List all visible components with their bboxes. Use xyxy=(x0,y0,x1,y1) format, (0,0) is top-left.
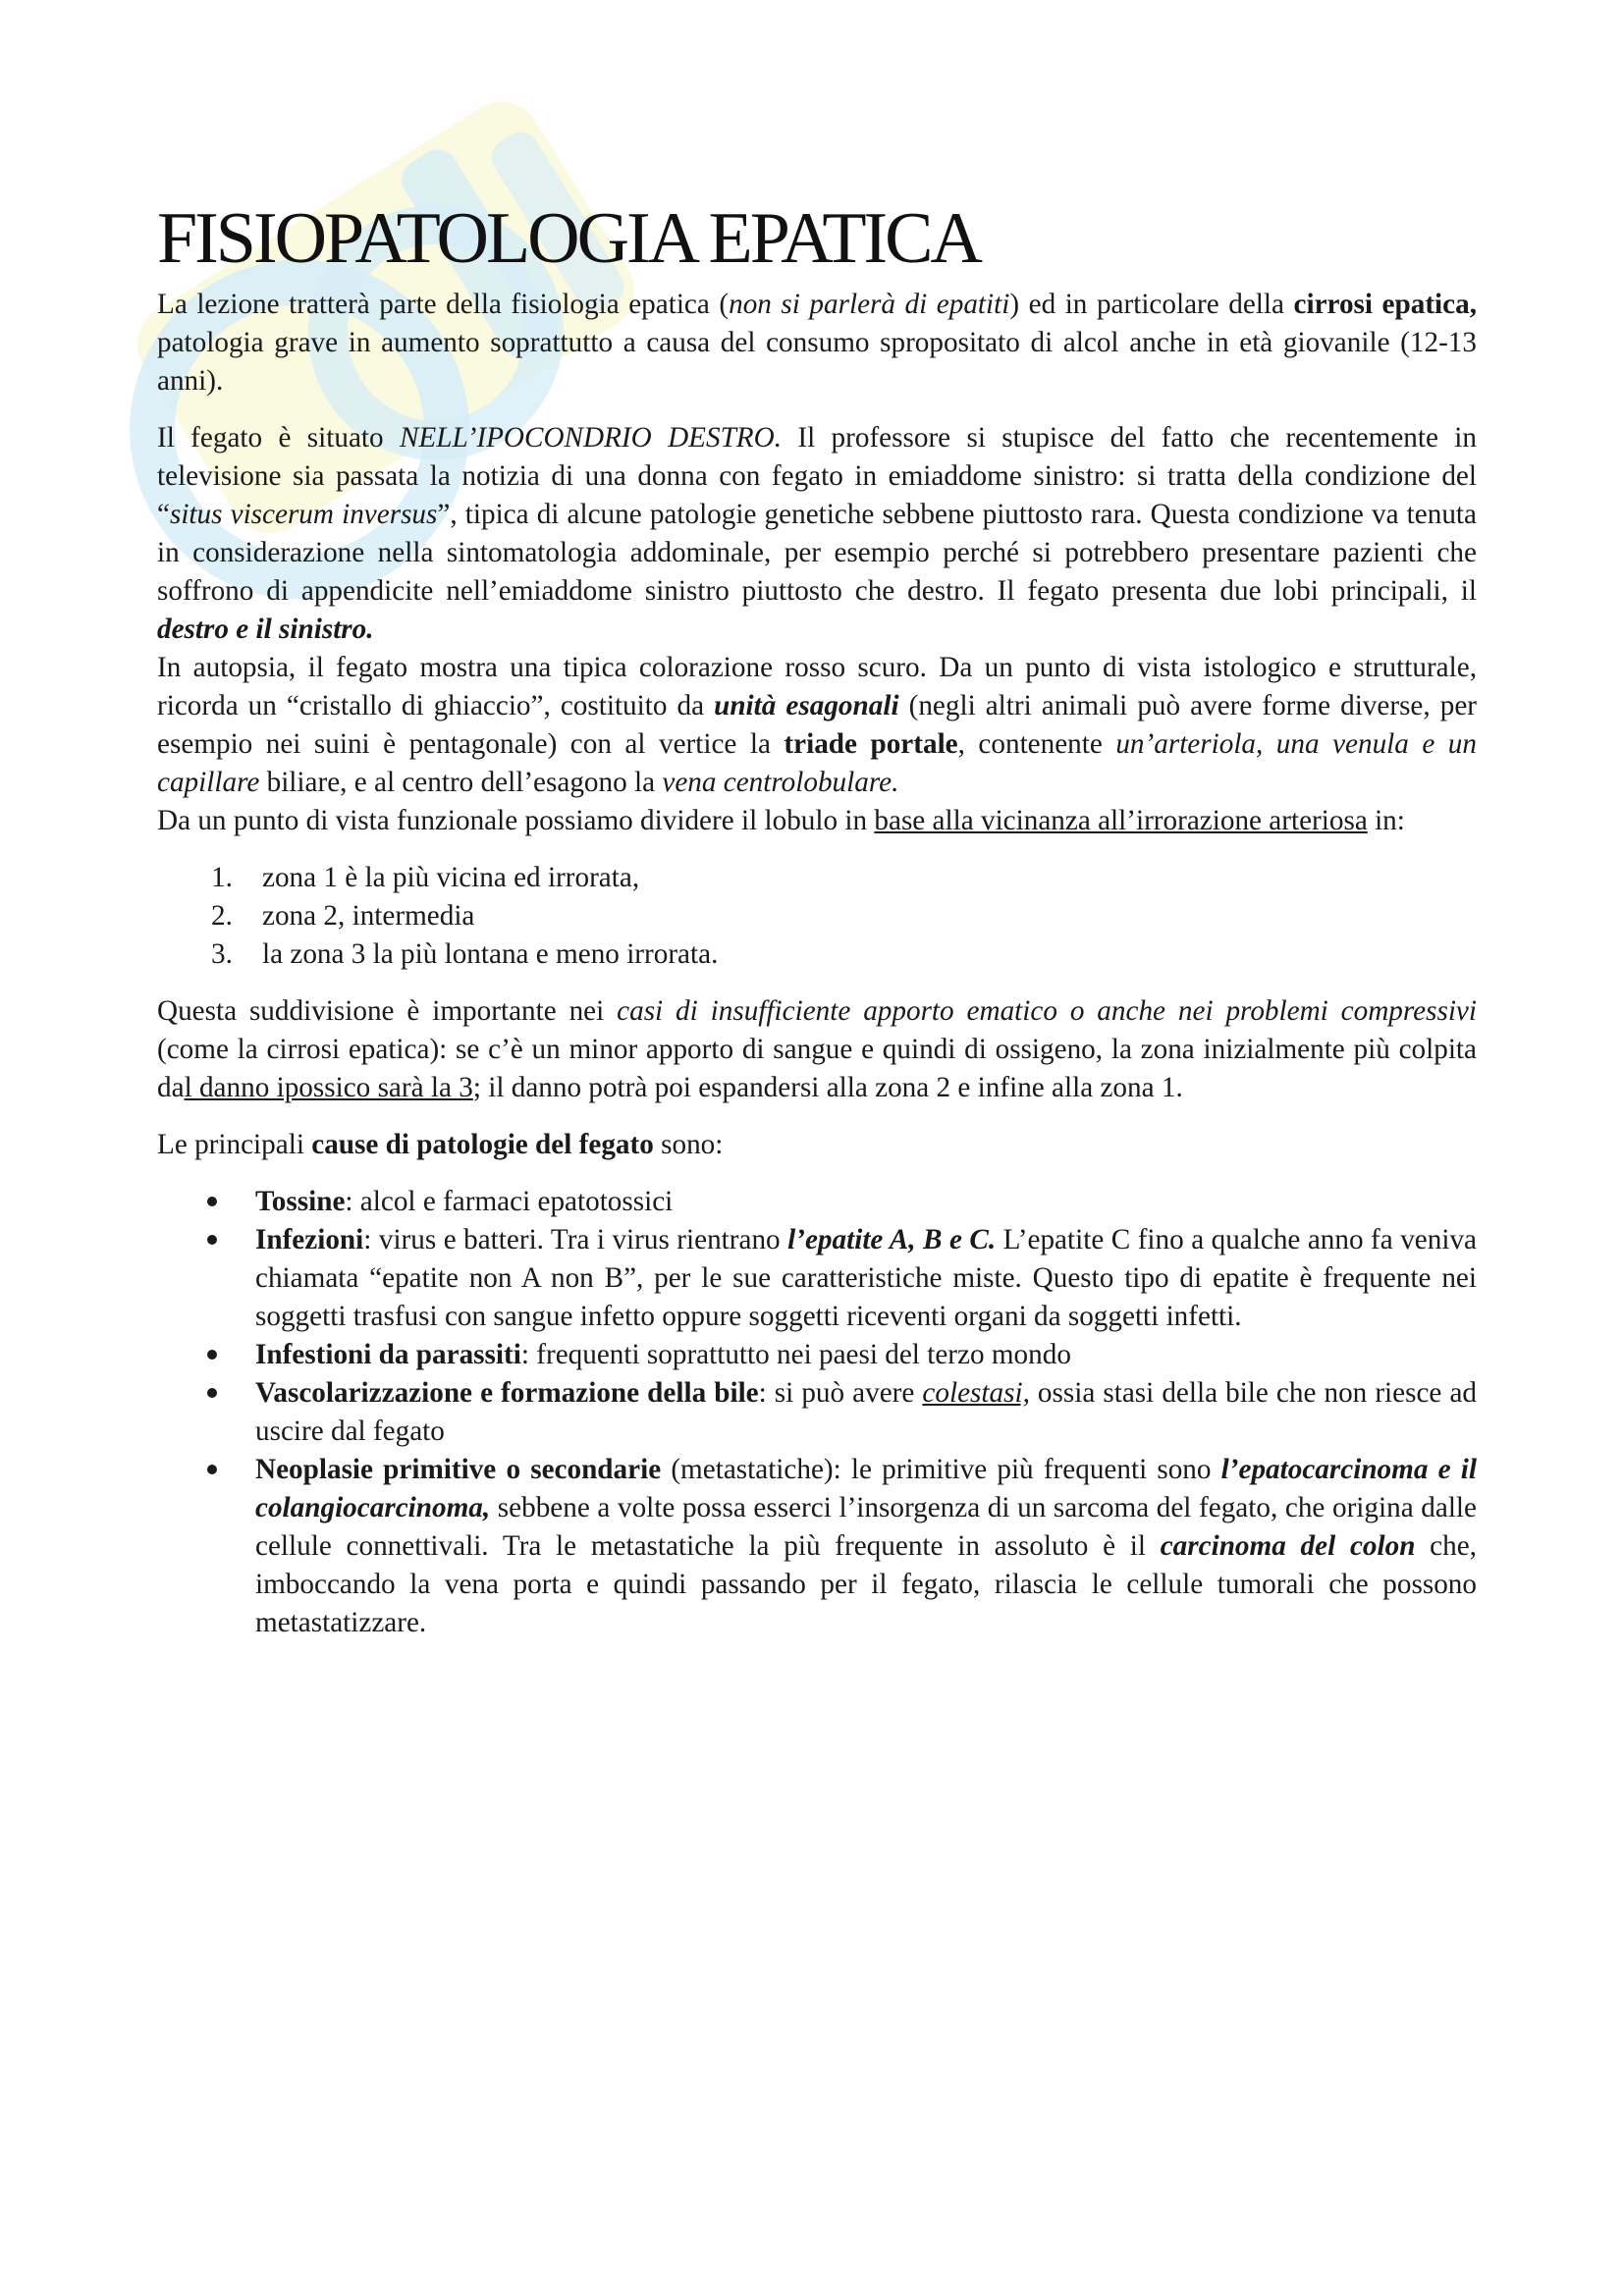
intro-paragraph: La lezione tratterà parte della fisiologia epatica (non si parlerà di epatiti) ed in particolare della cirrosi epatica, patologia grave in aumento soprattutto a causa del consumo spropositato di alcol anche in età giovanile (12-13 anni). xyxy=(157,289,1478,397)
list-item: Infestioni da parassiti: frequenti soprattutto nei paesi del terzo mondo xyxy=(157,1336,1477,1374)
bullet-icon xyxy=(207,1235,217,1245)
bullet-icon xyxy=(207,1197,217,1206)
functional-paragraph: Da un punto di vista funzionale possiamo dividere il lobulo in base alla vicinanza all’irrorazione arteriosa in: xyxy=(157,805,1405,836)
causes-list xyxy=(157,1183,1477,1642)
document-page xyxy=(157,191,1477,1642)
list-item: 2. zona 2, intermedia xyxy=(211,900,475,932)
list-item: Tossine: alcol e farmaci epatotossici xyxy=(157,1183,1477,1221)
list-item: 3. la zona 3 la più lontana e meno irrorata. xyxy=(211,938,719,970)
location-paragraph: Il fegato è situato NELL’IPOCONDRIO DESTRO. Il professore si stupisce del fatto che recentemente in televisione sia passata la notizia di una donna con fegato in emiaddome sinistro: si tratta della condizione del “situs viscerum inversus”, tipica di alcune patologie genetiche sebbene piuttosto rara. Questa condizione va tenuta in considerazione nella sintomatologia addominale, per esempio perché si potrebbero presentare pazienti che soffrono di appendicite nell’emiaddome sinistro piuttosto che destro. Il fegato presenta due lobi principali, il destro e il sinistro. xyxy=(157,422,1478,645)
causes-intro: Le principali cause di patologie del fegato sono: xyxy=(157,1129,724,1160)
histology-paragraph: In autopsia, il fegato mostra una tipica colorazione rosso scuro. Da un punto di vista istologico e strutturale, ricorda un “cristallo di ghiaccio”, costituito da unità esagonali (negli altri animali può avere forme diverse, per esempio nei suini è pentagonale) con al vertice la triade portale, contenente un’arteriola, una venula e un capillare biliare, e al centro dell’esagono la vena centrolobulare. xyxy=(157,652,1477,798)
list-item: Neoplasie primitive o secondarie (metastatiche): le primitive più frequenti sono l’epatocarcinoma e il colangiocarcinoma, sebbene a volte possa esserci l’insorgenza di un sarcoma del fegato, che origina dalle cellule connettivali. Tra le metastatiche la più frequente in assoluto è il carcinoma del colon che, imboccando la vena porta e quindi passando per il fegato, rilascia le cellule tumorali che possono metastatizzare. xyxy=(157,1451,1477,1642)
bullet-icon xyxy=(207,1350,217,1360)
zone-list xyxy=(157,859,1477,974)
list-item: 1. zona 1 è la più vicina ed irrorata, xyxy=(211,862,640,893)
bullet-icon xyxy=(207,1388,217,1398)
list-item: Vascolarizzazione e formazione della bile: si può avere colestasi, ossia stasi della bile che non riesce ad uscire dal fegato xyxy=(157,1374,1477,1451)
list-item: Infezioni: virus e batteri. Tra i virus rientrano l’epatite A, B e C. L’epatite C fino a qualche anno fa veniva chiamata “epatite non A non B”, per le sue caratteristiche miste. Questo tipo di epatite è frequente nei soggetti trasfusi con sangue infetto oppure soggetti riceventi organi da soggetti infetti. xyxy=(157,1221,1477,1336)
bullet-icon xyxy=(207,1465,217,1474)
page-title: FISIOPATOLOGIA EPATICA xyxy=(157,198,980,279)
subdivision-paragraph: Questa suddivisione è importante nei casi di insufficiente apporto ematico o anche nei problemi compressivi (come la cirrosi epatica): se c’è un minor apporto di sangue e quindi di ossigeno, la zona inizialmente più colpita dal danno ipossico sarà la 3; il danno potrà poi espandersi alla zona 2 e infine alla zona 1. xyxy=(157,995,1477,1103)
